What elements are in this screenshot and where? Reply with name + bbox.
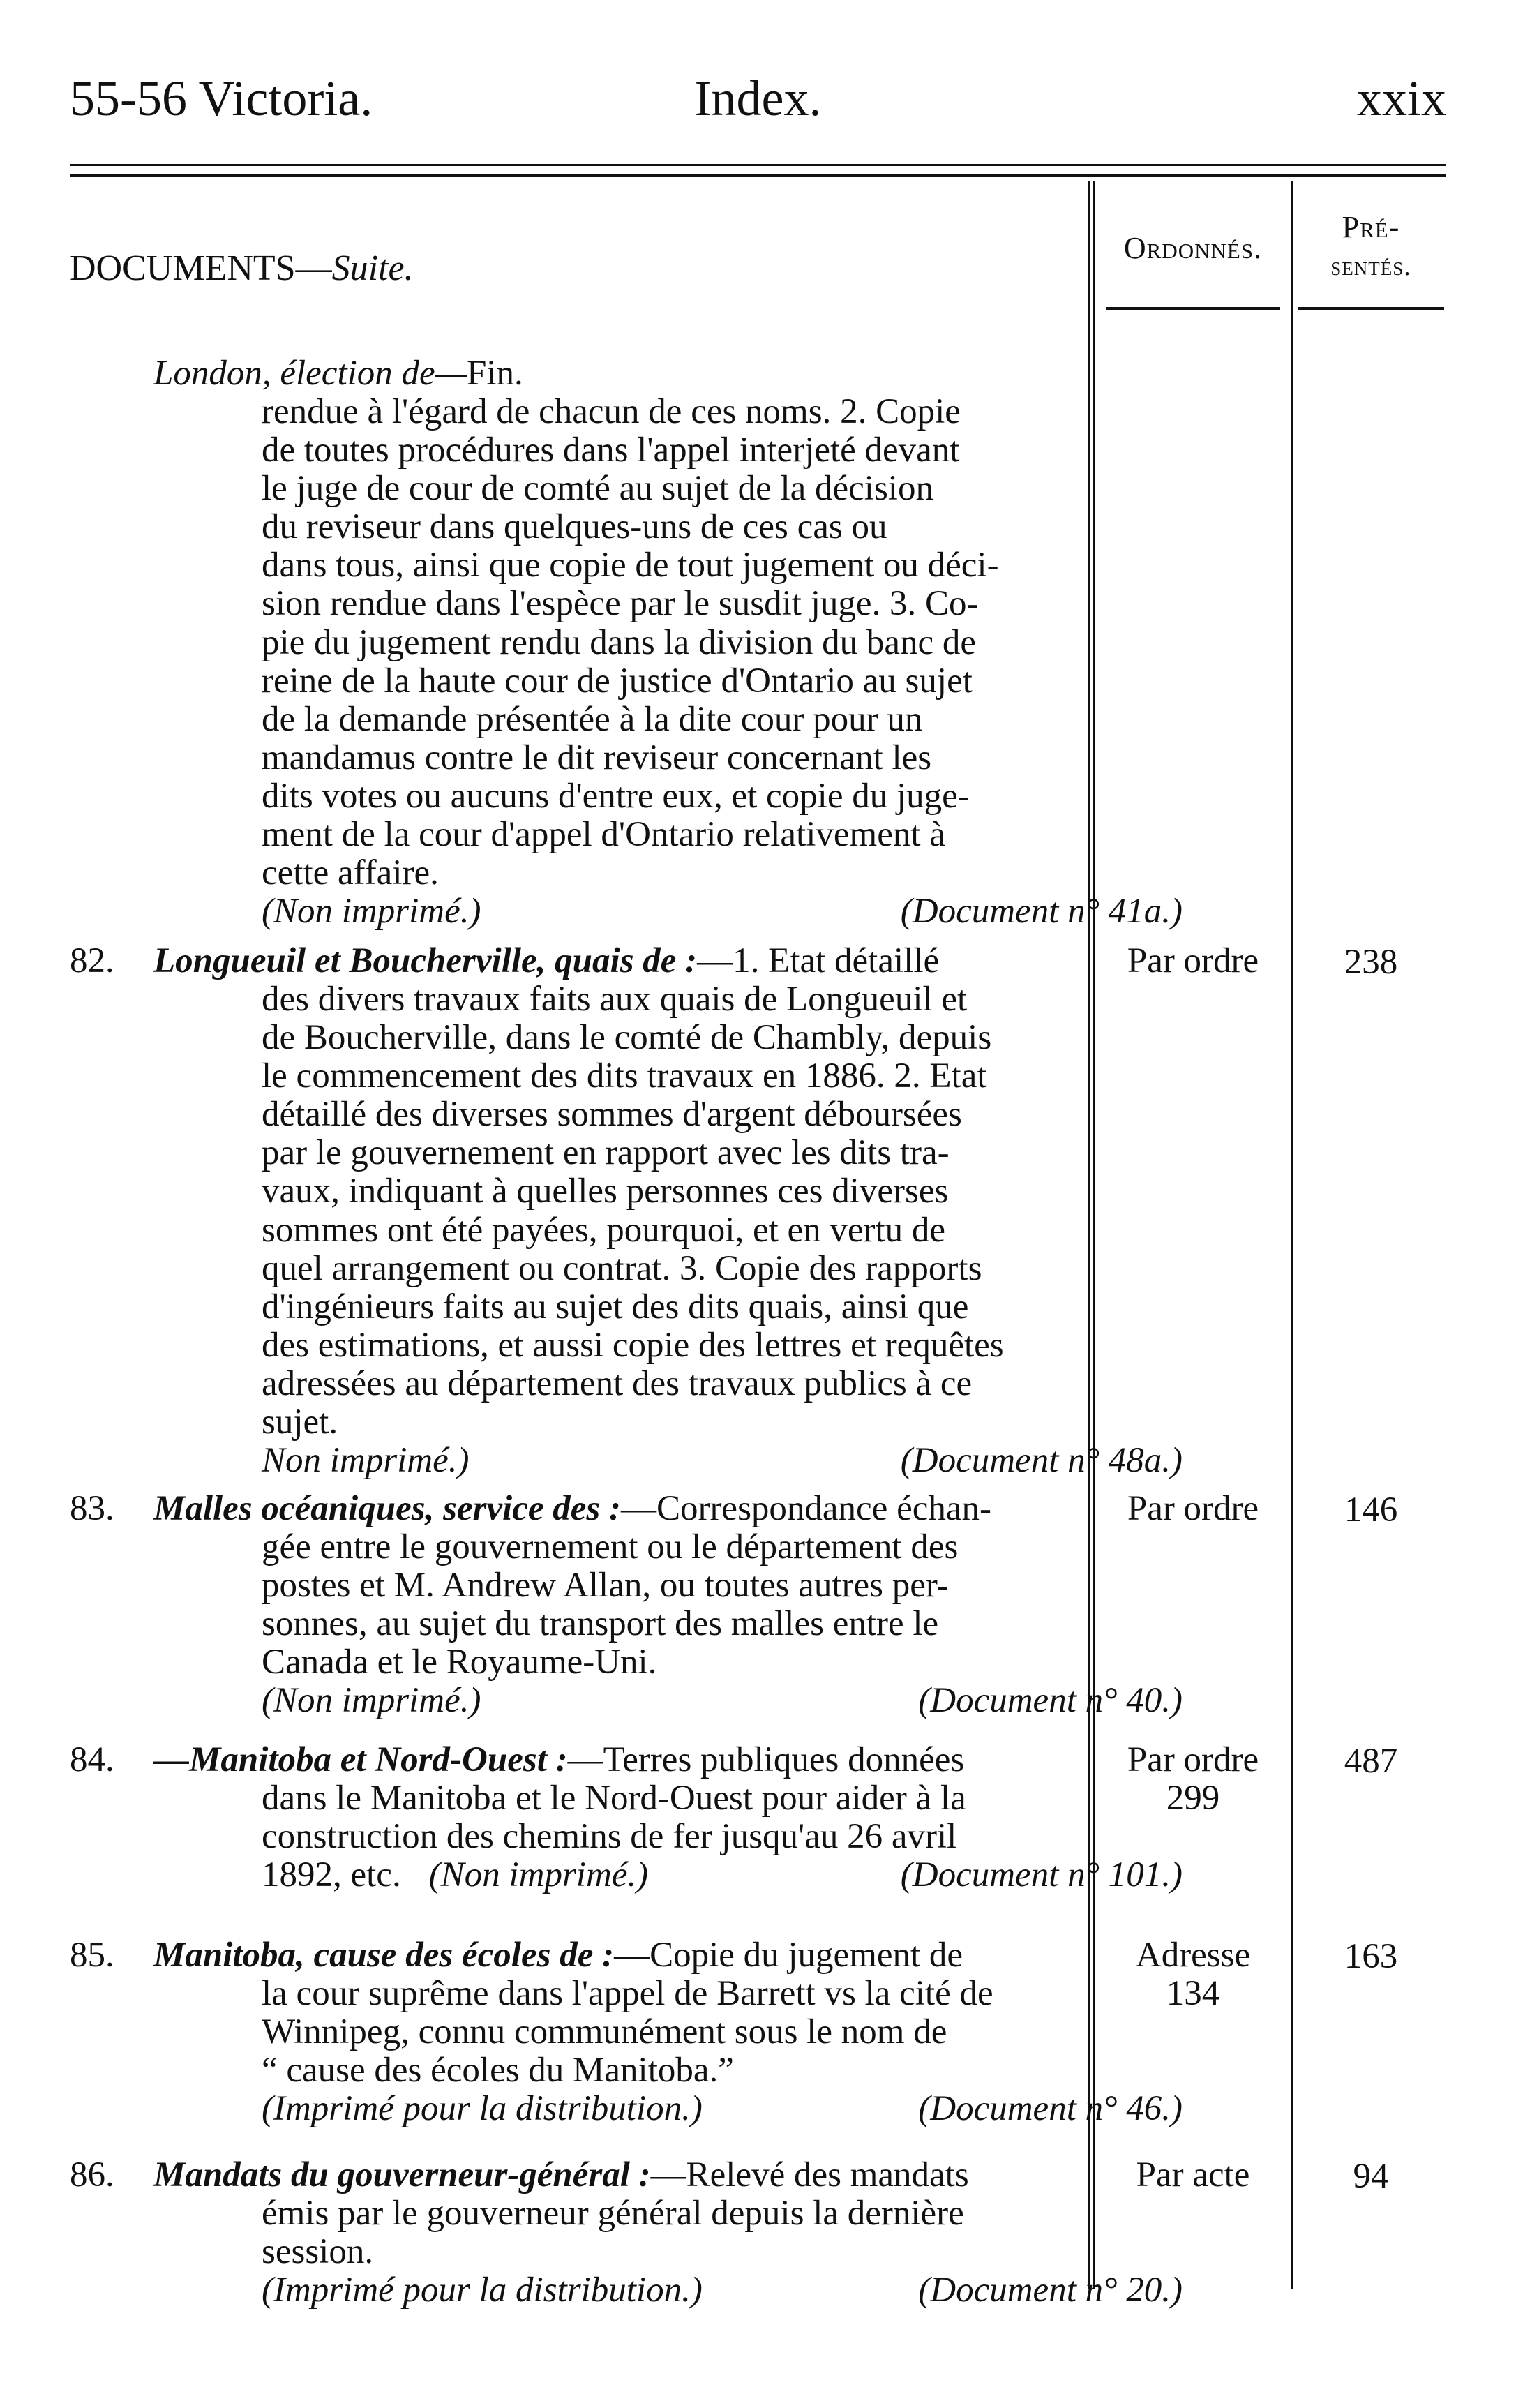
- column-heading-presentes-2: sentés.: [1330, 252, 1411, 281]
- entry-line: dans le Manitoba et le Nord-Ouest pour aider à la: [262, 1779, 966, 1818]
- section-title-suite: Suite.: [331, 248, 414, 288]
- entry-title-line: [153, 2156, 1088, 2194]
- column-heading-presentes-1: Pré-: [1342, 210, 1400, 244]
- entry-85-ordonnes-2: 134: [1166, 1974, 1220, 2014]
- entry-document-number: (Document n° 101.): [900, 1855, 1183, 1895]
- entry-85-ordonnes-1: Adresse: [1135, 1936, 1251, 1975]
- entry-86-presentes: 94: [1353, 2157, 1389, 2196]
- presentes-heading-rule: [1298, 307, 1444, 310]
- entry-85-ordonnes: [1099, 1936, 1287, 2013]
- entry-title-tail: —Correspondance échan-: [620, 1489, 991, 1528]
- page-section-label: Index.: [694, 70, 822, 126]
- index-entry-86: [70, 2155, 1183, 2310]
- entry-line: d'ingénieurs faits au sujet des dits quais, ainsi que: [262, 1287, 969, 1326]
- entry-line: Winnipeg, connu communément sous le nom de: [262, 2012, 947, 2052]
- entry-status: (Imprimé pour la distribution.): [262, 2089, 703, 2129]
- entry-footer: [262, 1856, 1183, 1894]
- entry-title-line: [153, 1741, 1088, 1779]
- column-divider-1b: [1093, 181, 1095, 2289]
- entry-86-ordonnes: Par acte: [1136, 2155, 1250, 2194]
- entry-84-ordonnes-1: Par ordre: [1127, 1740, 1259, 1779]
- entry-status: (Non imprimé.): [428, 1855, 649, 1895]
- entry-title: —Manitoba et Nord-Ouest :: [153, 1740, 568, 1779]
- entry-title: Mandats du gouverneur-général :: [153, 2155, 651, 2194]
- entry-line: vaux, indiquant à quelles personnes ces diverses: [262, 1172, 949, 1211]
- index-entry-83: [70, 1489, 1183, 1721]
- entry-footer: [262, 1442, 1183, 1480]
- entry-body: [153, 980, 1088, 1442]
- entry-line: émis par le gouverneur général depuis la dernière: [262, 2194, 964, 2234]
- entry-title-line: [153, 354, 1088, 393]
- entry-title: Manitoba, cause des écoles de :: [153, 1936, 615, 1975]
- entry-title-tail: —1. Etat détaillé: [697, 941, 940, 980]
- index-entry-82: [70, 941, 1183, 1481]
- entry-line: session.: [262, 2232, 374, 2272]
- entry-title-tail: —Relevé des mandats: [650, 2155, 969, 2194]
- entry-title: London, élection de—: [153, 354, 467, 393]
- entry-body: [153, 1975, 1088, 2090]
- entry-title-tail: —Terres publiques données: [567, 1740, 965, 1779]
- entry-line: “ cause des écoles du Manitoba.”: [262, 2051, 734, 2091]
- entry-line: construction des chemins de fer jusqu'au 26 avril: [262, 1817, 957, 1857]
- page-header: [70, 70, 1446, 140]
- header-rule-top: [70, 164, 1446, 166]
- entry-body: [153, 2194, 1088, 2271]
- entry-footer: [262, 2271, 1183, 2310]
- entry-line: rendue à l'égard de chacun de ces noms. 2. Copie: [262, 392, 961, 432]
- volume-label: 55-56 Victoria.: [70, 70, 373, 126]
- entry-body: [153, 1779, 1088, 1856]
- entry-number: 84.: [70, 1740, 114, 1779]
- entry-line: ment de la cour d'appel d'Ontario relativement à: [262, 814, 945, 854]
- entry-84-ordonnes: [1099, 1741, 1287, 1818]
- page-number: xxix: [1356, 70, 1446, 126]
- entry-body: [153, 393, 1088, 892]
- entry-83-presentes: 146: [1344, 1490, 1398, 1530]
- entry-line: de toutes procédures dans l'appel interjeté devant: [262, 431, 960, 470]
- entry-document-number: (Document n° 40.): [918, 1681, 1183, 1721]
- section-title-main: DOCUMENTS—: [70, 248, 332, 288]
- entry-number: 85.: [70, 1936, 114, 1975]
- entry-line: quel arrangement ou contrat. 3. Copie des rapports: [262, 1248, 982, 1288]
- entry-84-presentes: 487: [1344, 1742, 1398, 1781]
- column-divider-2: [1291, 181, 1293, 2289]
- entry-line: des divers travaux faits aux quais de Longueuil et: [262, 980, 968, 1019]
- entry-title-tail: —Copie du jugement de: [614, 1936, 963, 1975]
- entry-line: du reviseur dans quelques-uns de ces cas ou: [262, 507, 887, 547]
- entry-line: dits votes ou aucuns d'entre eux, et copie du juge-: [262, 776, 970, 816]
- entry-number: 86.: [70, 2155, 114, 2194]
- entry-line: par le gouvernement en rapport avec les dits tra-: [262, 1133, 950, 1173]
- index-entry-london: [153, 354, 1183, 932]
- entry-line: adressées au département des travaux publics à ce: [262, 1363, 973, 1403]
- entry-line: la cour suprême dans l'appel de Barrett vs la cité de: [262, 1974, 993, 2014]
- entry-83-ordonnes: Par ordre: [1127, 1489, 1259, 1528]
- entry-line: Canada et le Royaume-Uni.: [262, 1643, 657, 1682]
- entry-82-presentes: 238: [1344, 943, 1398, 982]
- column-divider-1: [1088, 181, 1090, 2289]
- header-rule-bottom: [70, 174, 1446, 177]
- entry-footer: [262, 2090, 1183, 2128]
- entry-line: cette affaire.: [262, 853, 439, 893]
- entry-line: détaillé des diverses sommes d'argent déboursées: [262, 1095, 962, 1135]
- entry-status: Non imprimé.): [262, 1441, 470, 1481]
- entry-line: de la demande présentée à la dite cour pour un: [262, 699, 923, 739]
- entry-title-line: [153, 1490, 1088, 1528]
- entry-84-ordonnes-2: 299: [1166, 1779, 1220, 1818]
- entry-line: mandamus contre le dit reviseur concernant les: [262, 738, 932, 777]
- entry-title-tail: Fin.: [467, 354, 523, 393]
- entry-line: le juge de cour de comté au sujet de la décision: [262, 469, 933, 509]
- entry-document-number: (Document n° 46.): [918, 2089, 1183, 2129]
- entry-title: Longueuil et Boucherville, quais de :: [153, 941, 698, 980]
- entry-line: pie du jugement rendu dans la division du banc de: [262, 622, 977, 662]
- entry-number: 82.: [70, 941, 114, 980]
- entry-line: le commencement des dits travaux en 1886. 2. Etat: [262, 1056, 987, 1096]
- entry-85-presentes: 163: [1344, 1937, 1398, 1976]
- entry-line: sujet.: [262, 1402, 338, 1442]
- entry-status: (Imprimé pour la distribution.): [262, 2271, 703, 2310]
- entry-document-number: (Document n° 41a.): [900, 892, 1183, 932]
- entry-line: des estimations, et aussi copie des lettres et requêtes: [262, 1325, 1004, 1365]
- entry-line: sion rendue dans l'espèce par le susdit juge. 3. Co-: [262, 584, 979, 624]
- index-entry-84: [70, 1740, 1183, 1895]
- column-heading-ordonnes: Ordonnés.: [1123, 231, 1263, 265]
- entry-line: sonnes, au sujet du transport des malles entre le: [262, 1604, 939, 1644]
- entry-line: gée entre le gouvernement ou le département des: [262, 1527, 959, 1567]
- entry-body: [153, 1528, 1088, 1682]
- entry-line: dans tous, ainsi que copie de tout jugement ou déci-: [262, 546, 999, 585]
- entry-number: 83.: [70, 1489, 114, 1528]
- entry-title: Malles océaniques, service des :: [153, 1489, 621, 1528]
- entry-line: de Boucherville, dans le comté de Chambly, depuis: [262, 1018, 992, 1058]
- entry-title-line: [153, 942, 1088, 980]
- entry-document-number: (Document n° 20.): [918, 2271, 1183, 2310]
- entry-line: postes et M. Andrew Allan, ou toutes autres per-: [262, 1566, 949, 1606]
- entry-line: 1892, etc.: [262, 1855, 401, 1895]
- entry-document-number: (Document n° 48a.): [900, 1441, 1183, 1481]
- entry-footer: [262, 892, 1183, 931]
- entry-status: (Non imprimé.): [262, 892, 481, 932]
- entry-title-line: [153, 1936, 1088, 1975]
- entry-line: sommes ont été payées, pourquoi, et en vertu de: [262, 1210, 946, 1250]
- ordonnes-heading-rule: [1106, 307, 1280, 310]
- entry-line: reine de la haute cour de justice d'Ontario au sujet: [262, 661, 973, 701]
- entry-status: (Non imprimé.): [262, 1681, 481, 1721]
- section-title: [70, 248, 414, 289]
- entry-82-ordonnes: Par ordre: [1127, 941, 1259, 980]
- index-entry-85: [70, 1936, 1183, 2129]
- entry-footer: [262, 1682, 1183, 1720]
